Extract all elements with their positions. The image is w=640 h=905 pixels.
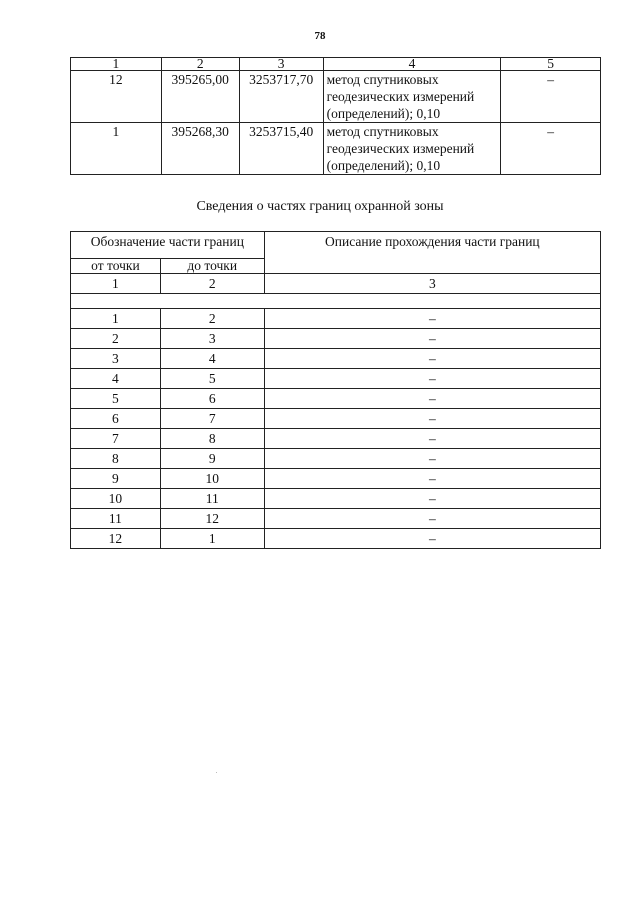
to-point-cell: 1: [160, 529, 264, 549]
table-row: [71, 509, 601, 529]
description-cell: –: [264, 329, 600, 349]
header-description-cell: Описание прохождения части границ: [264, 232, 600, 274]
description-cell: –: [264, 309, 600, 329]
from-point-cell: 5: [71, 389, 161, 409]
to-point-cell: 12: [160, 509, 264, 529]
table-row: [71, 369, 601, 389]
from-point-cell: 1: [71, 309, 161, 329]
description-cell: –: [264, 469, 600, 489]
table-row: [71, 449, 601, 469]
column-number-2: 2: [161, 58, 239, 71]
table-row: [71, 123, 601, 175]
from-point-cell: 10: [71, 489, 161, 509]
description-cell: –: [264, 489, 600, 509]
x-coordinate-cell: 395268,30: [161, 123, 239, 175]
description-cell: –: [264, 449, 600, 469]
to-point-cell: 6: [160, 389, 264, 409]
from-point-cell: 7: [71, 429, 161, 449]
table-row: [71, 529, 601, 549]
coordinates-table: [70, 57, 601, 175]
y-coordinate-cell: 3253715,40: [239, 123, 323, 175]
scan-speck: [216, 772, 217, 773]
description-cell: –: [264, 429, 600, 449]
to-point-cell: 5: [160, 369, 264, 389]
table-row: [71, 429, 601, 449]
from-point-cell: 4: [71, 369, 161, 389]
from-point-cell: 6: [71, 409, 161, 429]
from-point-cell: 3: [71, 349, 161, 369]
description-cell: –: [264, 509, 600, 529]
column-number-1: 1: [71, 274, 161, 294]
header-group-cell: Обозначение части границ: [71, 232, 265, 259]
from-point-cell: 11: [71, 509, 161, 529]
note-cell: –: [501, 71, 601, 123]
table-header-row: [71, 58, 601, 71]
description-cell: –: [264, 389, 600, 409]
empty-cell: [71, 294, 601, 309]
method-cell: метод спутниковых геодезических измерений (определений); 0,10: [323, 71, 501, 123]
x-coordinate-cell: 395265,00: [161, 71, 239, 123]
from-point-cell: 2: [71, 329, 161, 349]
to-point-cell: 7: [160, 409, 264, 429]
header-to-cell: до точки: [160, 259, 264, 274]
table-row: [71, 329, 601, 349]
column-number-2: 2: [160, 274, 264, 294]
method-cell: метод спутниковых геодезических измерений (определений); 0,10: [323, 123, 501, 175]
column-number-4: 4: [323, 58, 501, 71]
table-row: [71, 309, 601, 329]
column-number-3: 3: [264, 274, 600, 294]
column-number-3: 3: [239, 58, 323, 71]
description-cell: –: [264, 529, 600, 549]
description-cell: –: [264, 369, 600, 389]
table-row: [71, 389, 601, 409]
page-number: 78: [314, 30, 326, 42]
table-header-row: [71, 232, 601, 259]
table-row: [71, 489, 601, 509]
header-from-cell: от точки: [71, 259, 161, 274]
column-number-1: 1: [71, 58, 162, 71]
description-cell: –: [264, 349, 600, 369]
to-point-cell: 2: [160, 309, 264, 329]
table-row: [71, 71, 601, 123]
empty-separator-row: [71, 294, 601, 309]
section-title: Сведения о частях границ охранной зоны: [196, 199, 444, 214]
to-point-cell: 3: [160, 329, 264, 349]
description-cell: –: [264, 409, 600, 429]
boundary-parts-table: [70, 231, 601, 549]
to-point-cell: 10: [160, 469, 264, 489]
table-row: [71, 469, 601, 489]
parts-table-body: [71, 309, 601, 549]
from-point-cell: 8: [71, 449, 161, 469]
column-number-5: 5: [501, 58, 601, 71]
note-cell: –: [501, 123, 601, 175]
to-point-cell: 8: [160, 429, 264, 449]
to-point-cell: 9: [160, 449, 264, 469]
table-row: [71, 349, 601, 369]
from-point-cell: 12: [71, 529, 161, 549]
from-point-cell: 9: [71, 469, 161, 489]
point-cell: 12: [71, 71, 162, 123]
point-cell: 1: [71, 123, 162, 175]
y-coordinate-cell: 3253717,70: [239, 71, 323, 123]
column-numbers-row: [71, 274, 601, 294]
table-row: [71, 409, 601, 429]
to-point-cell: 4: [160, 349, 264, 369]
to-point-cell: 11: [160, 489, 264, 509]
